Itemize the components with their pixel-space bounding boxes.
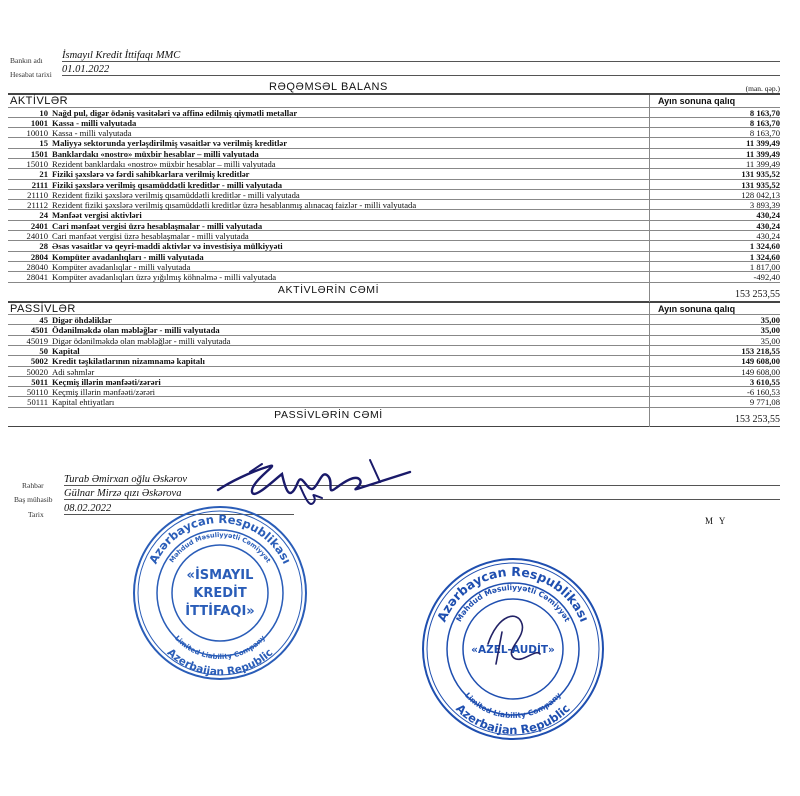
account-code: 2804 xyxy=(30,251,48,262)
signature-date-label: Tarix xyxy=(28,510,44,519)
account-balance: 131 935,52 xyxy=(741,179,780,190)
account-code: 2111 xyxy=(31,179,48,190)
account-balance: 8 163,70 xyxy=(749,117,780,128)
liabilities-row xyxy=(8,397,780,407)
assets-rows xyxy=(8,108,780,283)
account-description: Kompüter avadanlıqları üzrə yığılmış köhnəlmə - milli valyutada xyxy=(52,272,277,283)
stamp-right-inner-top: Məhdud Məsuliyyətli Cəmiyyət xyxy=(454,582,572,624)
stamp-left-center-2: KREDİT xyxy=(193,586,247,601)
account-code: 50111 xyxy=(27,397,48,408)
account-description: Kompüter avadanlıqları - milli valyutada xyxy=(52,251,204,262)
liabilities-row xyxy=(8,356,780,366)
account-balance: -6 160,53 xyxy=(747,387,780,398)
assets-row xyxy=(8,149,780,159)
liabilities-section-header xyxy=(8,302,780,316)
assets-total-value: 153 253,55 xyxy=(735,288,780,300)
account-code: 10 xyxy=(39,107,48,118)
account-balance: 9 771,08 xyxy=(749,397,780,408)
stamp-right-outer-bottom: Azerbaijan Republic xyxy=(453,701,573,738)
stamp-left-center-1: «İSMAYIL xyxy=(186,568,254,583)
account-balance: 149 608,00 xyxy=(741,366,780,377)
account-code: 50110 xyxy=(26,387,48,398)
assets-row xyxy=(8,200,780,210)
account-code: 28 xyxy=(39,241,48,252)
head-label: Rəhbər xyxy=(22,481,44,490)
account-balance: 430,24 xyxy=(756,231,780,242)
account-balance: 430,24 xyxy=(756,210,780,221)
stamp-left-outer-bottom: Azerbaijan Republic xyxy=(164,646,276,679)
account-balance: 430,24 xyxy=(756,220,780,231)
assets-row xyxy=(8,190,780,200)
currency-unit: (man. qəp.) xyxy=(745,84,780,93)
assets-row xyxy=(8,159,780,169)
account-description: Banklardakı «nostro» müxbir hesablar – milli valyutada xyxy=(52,148,259,159)
account-description: Kapital ehtiyatları xyxy=(52,397,115,408)
signature-date: 08.02.2022 xyxy=(64,503,294,515)
assets-row xyxy=(8,169,780,179)
account-balance: 35,00 xyxy=(760,335,780,346)
bank-name: İsmayıl Kredit İttifaqı MMC xyxy=(62,50,780,62)
account-balance: 128 042,13 xyxy=(741,189,780,200)
account-code: 1001 xyxy=(30,117,48,128)
balance-title: RƏQƏMSƏL BALANS xyxy=(268,81,388,93)
stamp-left-outer-top: Azərbaycan Respublikası xyxy=(146,511,295,567)
stamp-left-inner-bottom: Limited Liability Company xyxy=(173,634,267,662)
assets-total-label: AKTİVLƏRİN CƏMİ xyxy=(277,283,380,296)
report-date-label: Hesabat tarixi xyxy=(10,70,52,79)
assets-row xyxy=(8,272,780,282)
account-balance: 8 163,70 xyxy=(749,128,780,139)
account-description: Kompüter avadanlıqlar - milli valyutada xyxy=(52,261,191,272)
liabilities-title: PASSİVLƏR xyxy=(10,302,76,315)
assets-row xyxy=(8,118,780,128)
assets-column-header: Ayın sonuna qalıq xyxy=(649,95,780,108)
account-code: 15 xyxy=(39,138,48,149)
account-code: 45 xyxy=(39,315,48,326)
assets-row xyxy=(8,210,780,220)
stamp-ismayil-kredit xyxy=(130,503,310,683)
assets-row xyxy=(8,180,780,190)
liabilities-row xyxy=(8,346,780,356)
account-code: 15010 xyxy=(26,158,48,169)
balance-title-bar xyxy=(8,80,780,94)
account-description: Rezident banklardakı «nostro» müxbir hesablar – milli valyutada xyxy=(52,158,276,169)
liabilities-row xyxy=(8,387,780,397)
accountant-label: Baş mühasib xyxy=(14,495,53,504)
account-balance: 35,00 xyxy=(760,325,780,336)
assets-row xyxy=(8,221,780,231)
head-name: Turab Əmirxan oğlu Əskərov xyxy=(64,474,780,486)
account-code: 50020 xyxy=(26,366,48,377)
account-description: Digər ödənilməkdə olan məbləğlər - milli valyutada xyxy=(52,335,231,346)
account-code: 28041 xyxy=(26,272,48,283)
account-description: Keçmiş illərin mənfəəti/zərəri xyxy=(52,387,156,398)
account-balance: 153 218,55 xyxy=(741,345,780,356)
account-balance: 3 610,55 xyxy=(749,376,780,387)
account-balance: 3 893,39 xyxy=(749,200,780,211)
stamp-right-inner-bottom: Limited Liability Company xyxy=(463,690,563,721)
account-code: 4501 xyxy=(30,325,48,336)
liabilities-row xyxy=(8,325,780,335)
account-description: Maliyyə sektorunda yerləşdirilmiş vəsaitlər və verilmiş kreditlər xyxy=(52,138,288,149)
stamp-left-center-3: İTTİFAQI» xyxy=(185,604,255,619)
account-balance: 11 399,49 xyxy=(746,138,780,149)
report-date: 01.01.2022 xyxy=(62,64,780,76)
liabilities-row xyxy=(8,336,780,346)
account-code: 21 xyxy=(39,169,48,180)
account-description: Keçmiş illərin mənfəəti/zərəri xyxy=(52,376,161,387)
account-balance: 8 163,70 xyxy=(749,107,780,118)
account-code: 21110 xyxy=(27,189,48,200)
account-description: Fiziki şəxslərə və fərdi sahibkarlara verilmiş kreditlər xyxy=(52,169,250,180)
assets-section-header xyxy=(8,94,780,108)
liabilities-total-label: PASSİVLƏRİN CƏMİ xyxy=(274,408,383,421)
svg-text:Limited Liability Company xyxy=(173,634,267,661)
liabilities-row xyxy=(8,315,780,325)
liabilities-row xyxy=(8,377,780,387)
assets-row xyxy=(8,138,780,148)
account-description: Kapital xyxy=(52,345,80,356)
account-description: Kassa - milli valyutada xyxy=(52,128,132,139)
assets-total-row xyxy=(8,283,780,302)
account-balance: -492,40 xyxy=(753,272,780,283)
account-description: Cari mənfəət vergisi üzrə hesablaşmalar - milli valyutada xyxy=(52,231,249,242)
account-balance: 11 399,49 xyxy=(745,158,780,169)
account-balance: 149 608,00 xyxy=(741,356,780,367)
svg-text:Azerbaijan Republic xyxy=(165,647,276,678)
mark-my: M Y xyxy=(705,516,728,526)
account-balance: 1 324,60 xyxy=(749,241,780,252)
account-description: Ödənilməkdə olan məbləğlər - milli valyutada xyxy=(52,325,220,336)
account-code: 45019 xyxy=(26,335,48,346)
liabilities-column-header: Ayın sonuna qalıq xyxy=(649,303,780,316)
account-description: Rezident fiziki şəxslərə verilmiş qısamüddətli kreditlər - milli valyutada xyxy=(52,189,300,200)
account-code: 28040 xyxy=(26,261,48,272)
account-description: Kassa - milli valyutada xyxy=(52,117,137,128)
assets-row xyxy=(8,128,780,138)
assets-row xyxy=(8,262,780,272)
account-description: Adi səhmlər xyxy=(52,366,95,377)
account-description: Kredit təşkilatlarının nizamnamə kapitalı xyxy=(52,356,205,367)
auditor-signature xyxy=(488,616,540,664)
account-description: Fiziki şəxslərə verilmiş qısamüddətli kreditlər - milli valyutada xyxy=(52,179,283,190)
account-description: Digər öhdəliklər xyxy=(52,315,112,326)
stamp-right-outer-top: Azərbaycan Respublikası xyxy=(433,563,593,625)
assets-row xyxy=(8,108,780,118)
liabilities-total-row xyxy=(8,408,780,427)
liabilities-row xyxy=(8,367,780,377)
account-code: 10010 xyxy=(26,128,48,139)
stamp-left-inner-top: Məhdud Məsuliyyətli Cəmiyyət xyxy=(167,530,273,565)
assets-title: AKTİVLƏR xyxy=(10,95,69,107)
account-balance: 1 324,60 xyxy=(749,251,780,262)
account-balance: 35,00 xyxy=(760,315,780,326)
account-balance: 11 399,49 xyxy=(746,148,780,159)
liabilities-rows xyxy=(8,315,780,408)
account-description: Mənfəət vergisi aktivləri xyxy=(52,210,142,221)
account-description: Əsas vəsaitlər və qeyri-maddi aktivlər və investisiya mülkiyyəti xyxy=(52,241,283,252)
liabilities-total-value: 153 253,55 xyxy=(735,413,780,425)
assets-row xyxy=(8,231,780,241)
account-code: 24 xyxy=(39,210,48,221)
account-description: Nağd pul, digər ödəniş vasitələri və affinə edilmiş qiymətli metallar xyxy=(52,107,298,118)
account-description: Rezident fiziki şəxslərə verilmiş qısamüddətli kreditlər üzrə hesablanmış alınacaq faizlər - milli valyutada xyxy=(52,200,417,211)
account-code: 5011 xyxy=(31,376,48,387)
account-balance: 1 817,00 xyxy=(749,261,780,272)
account-code: 50 xyxy=(39,345,48,356)
account-balance: 131 935,52 xyxy=(741,169,780,180)
account-code: 21112 xyxy=(27,200,48,211)
stamp-azel-audit xyxy=(418,554,608,744)
account-description: Cari mənfəət vergisi üzrə hesablaşmalar - milli valyutada xyxy=(52,220,263,231)
account-code: 2401 xyxy=(30,220,48,231)
account-code: 24010 xyxy=(26,231,48,242)
assets-row xyxy=(8,241,780,251)
account-code: 1501 xyxy=(30,148,48,159)
accountant-name: Gülnar Mirzə qızı Əskərova xyxy=(64,488,780,500)
bank-name-label: Bankın adı xyxy=(10,56,43,65)
stamp-right-center: «AZEL-AUDİT» xyxy=(471,644,555,656)
assets-row xyxy=(8,252,780,262)
account-code: 5002 xyxy=(30,356,48,367)
balance-sheet xyxy=(8,94,780,427)
